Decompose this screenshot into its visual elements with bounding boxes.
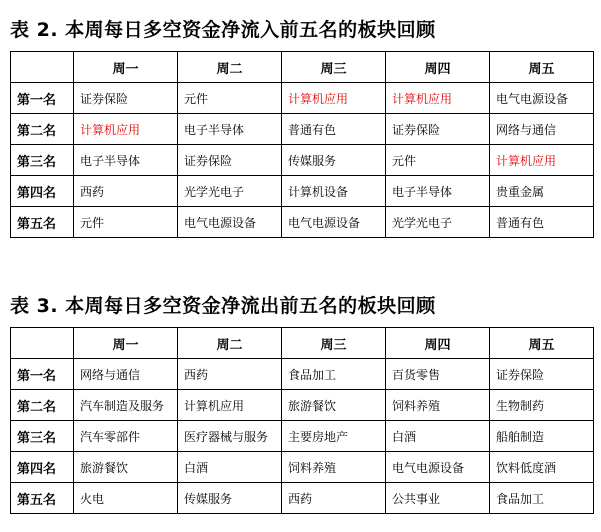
sector-cell: 电气电源设备 bbox=[178, 207, 282, 238]
sector-cell: 证券保险 bbox=[178, 145, 282, 176]
day-header: 周一 bbox=[74, 328, 178, 359]
corner-cell bbox=[11, 328, 74, 359]
table-row bbox=[11, 145, 594, 176]
sector-cell: 普通有色 bbox=[282, 114, 386, 145]
sector-cell: 饮料低度酒 bbox=[490, 452, 594, 483]
sector-cell: 电子半导体 bbox=[74, 145, 178, 176]
table-row bbox=[11, 483, 594, 514]
sector-cell: 电气电源设备 bbox=[282, 207, 386, 238]
inflow-table bbox=[10, 51, 594, 238]
sector-cell: 饲料养殖 bbox=[282, 452, 386, 483]
corner-cell bbox=[11, 52, 74, 83]
rank-label: 第三名 bbox=[11, 145, 74, 176]
sector-cell: 光学光电子 bbox=[386, 207, 490, 238]
sector-cell: 白酒 bbox=[178, 452, 282, 483]
sector-cell: 网络与通信 bbox=[74, 359, 178, 390]
sector-cell: 计算机应用 bbox=[178, 390, 282, 421]
sector-cell: 公共事业 bbox=[386, 483, 490, 514]
sector-cell: 汽车制造及服务 bbox=[74, 390, 178, 421]
sector-cell: 光学光电子 bbox=[178, 176, 282, 207]
sector-cell: 电气电源设备 bbox=[490, 83, 594, 114]
day-header: 周五 bbox=[490, 52, 594, 83]
sector-cell: 主要房地产 bbox=[282, 421, 386, 452]
day-header: 周四 bbox=[386, 52, 490, 83]
sector-cell: 汽车零部件 bbox=[74, 421, 178, 452]
sector-cell: 证券保险 bbox=[490, 359, 594, 390]
table-row bbox=[11, 359, 594, 390]
sector-cell: 食品加工 bbox=[282, 359, 386, 390]
rank-label: 第一名 bbox=[11, 83, 74, 114]
rank-label: 第二名 bbox=[11, 114, 74, 145]
sector-cell: 生物制药 bbox=[490, 390, 594, 421]
sector-cell: 传媒服务 bbox=[282, 145, 386, 176]
table-row bbox=[11, 421, 594, 452]
sector-cell: 西药 bbox=[178, 359, 282, 390]
sector-cell: 证券保险 bbox=[74, 83, 178, 114]
sector-cell: 旅游餐饮 bbox=[282, 390, 386, 421]
sector-cell: 医疗器械与服务 bbox=[178, 421, 282, 452]
sector-cell: 电子半导体 bbox=[386, 176, 490, 207]
sector-cell: 网络与通信 bbox=[490, 114, 594, 145]
day-header: 周三 bbox=[282, 52, 386, 83]
sector-cell: 西药 bbox=[74, 176, 178, 207]
sector-cell: 贵重金属 bbox=[490, 176, 594, 207]
rank-label: 第二名 bbox=[11, 390, 74, 421]
rank-label: 第四名 bbox=[11, 176, 74, 207]
rank-label: 第五名 bbox=[11, 483, 74, 514]
sector-cell: 计算机设备 bbox=[282, 176, 386, 207]
sector-cell-highlighted: 计算机应用 bbox=[282, 83, 386, 114]
day-header: 周四 bbox=[386, 328, 490, 359]
table-row bbox=[11, 207, 594, 238]
table-row bbox=[11, 390, 594, 421]
table-row bbox=[11, 114, 594, 145]
sector-cell-highlighted: 计算机应用 bbox=[490, 145, 594, 176]
sector-cell: 电子半导体 bbox=[178, 114, 282, 145]
rank-label: 第一名 bbox=[11, 359, 74, 390]
sector-cell-highlighted: 计算机应用 bbox=[386, 83, 490, 114]
table-row bbox=[11, 83, 594, 114]
sector-cell: 元件 bbox=[178, 83, 282, 114]
sector-cell: 船舶制造 bbox=[490, 421, 594, 452]
sector-cell-highlighted: 计算机应用 bbox=[74, 114, 178, 145]
day-header: 周一 bbox=[74, 52, 178, 83]
table-row bbox=[11, 452, 594, 483]
day-header: 周二 bbox=[178, 328, 282, 359]
rank-label: 第三名 bbox=[11, 421, 74, 452]
rank-label: 第四名 bbox=[11, 452, 74, 483]
header-row bbox=[11, 328, 594, 359]
day-header: 周五 bbox=[490, 328, 594, 359]
rank-label: 第五名 bbox=[11, 207, 74, 238]
sector-cell: 百货零售 bbox=[386, 359, 490, 390]
sector-cell: 西药 bbox=[282, 483, 386, 514]
sector-cell: 火电 bbox=[74, 483, 178, 514]
sector-cell: 白酒 bbox=[386, 421, 490, 452]
sector-cell: 普通有色 bbox=[490, 207, 594, 238]
day-header: 周二 bbox=[178, 52, 282, 83]
sector-cell: 传媒服务 bbox=[178, 483, 282, 514]
sector-cell: 食品加工 bbox=[490, 483, 594, 514]
outflow-table bbox=[10, 327, 594, 514]
table-row bbox=[11, 176, 594, 207]
sector-cell: 元件 bbox=[74, 207, 178, 238]
sector-cell: 元件 bbox=[386, 145, 490, 176]
day-header: 周三 bbox=[282, 328, 386, 359]
table2-title: 表 2. 本周每日多空资金净流入前五名的板块回顾 bbox=[10, 19, 436, 41]
sector-cell: 证券保险 bbox=[386, 114, 490, 145]
sector-cell: 饲料养殖 bbox=[386, 390, 490, 421]
table3-title: 表 3. 本周每日多空资金净流出前五名的板块回顾 bbox=[10, 295, 436, 317]
header-row bbox=[11, 52, 594, 83]
sector-cell: 旅游餐饮 bbox=[74, 452, 178, 483]
sector-cell: 电气电源设备 bbox=[386, 452, 490, 483]
